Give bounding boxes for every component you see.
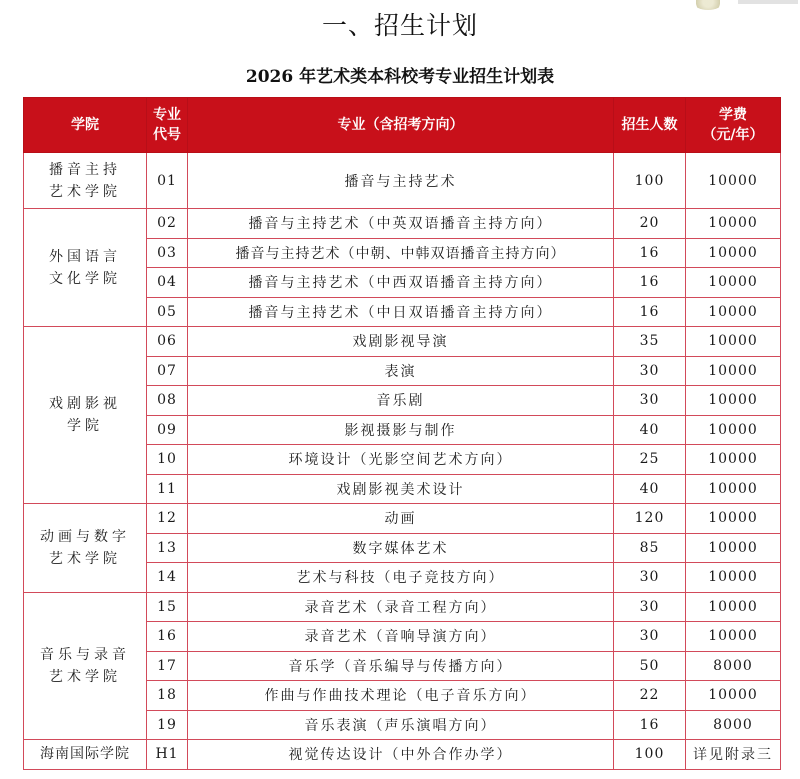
quota-cell: 100 bbox=[614, 740, 686, 770]
major-cell: 播音与主持艺术 bbox=[188, 153, 614, 209]
table-row bbox=[24, 153, 781, 209]
quota-cell: 40 bbox=[614, 415, 686, 445]
code-cell: 19 bbox=[147, 710, 188, 740]
major-cell: 录音艺术（音响导演方向） bbox=[188, 622, 614, 652]
quota-cell: 22 bbox=[614, 681, 686, 711]
code-cell: 18 bbox=[147, 681, 188, 711]
fee-cell: 10000 bbox=[686, 209, 781, 239]
fee-cell: 10000 bbox=[686, 592, 781, 622]
fee-cell: 10000 bbox=[686, 681, 781, 711]
code-cell: 16 bbox=[147, 622, 188, 652]
college-cell: 播音主持 艺术学院 bbox=[24, 153, 147, 209]
quota-cell: 40 bbox=[614, 474, 686, 504]
table-row bbox=[24, 327, 781, 357]
fee-cell: 10000 bbox=[686, 153, 781, 209]
major-cell: 音乐剧 bbox=[188, 386, 614, 416]
table-row bbox=[24, 209, 781, 239]
major-cell: 作曲与作曲技术理论（电子音乐方向） bbox=[188, 681, 614, 711]
enrollment-plan-table bbox=[23, 97, 781, 770]
college-cell: 动画与数字 艺术学院 bbox=[24, 504, 147, 593]
fee-cell: 10000 bbox=[686, 268, 781, 298]
header-major: 专业（含招考方向） bbox=[188, 98, 614, 153]
table-header-row bbox=[24, 98, 781, 153]
major-cell: 音乐表演（声乐演唱方向） bbox=[188, 710, 614, 740]
header-fee: 学费 （元/年） bbox=[686, 98, 781, 153]
university-logo-text bbox=[738, 0, 798, 4]
quota-cell: 16 bbox=[614, 710, 686, 740]
table-row bbox=[24, 592, 781, 622]
major-cell: 数字媒体艺术 bbox=[188, 533, 614, 563]
major-cell: 环境设计（光影空间艺术方向） bbox=[188, 445, 614, 475]
code-cell: H1 bbox=[147, 740, 188, 770]
quota-cell: 120 bbox=[614, 504, 686, 534]
major-cell: 表演 bbox=[188, 356, 614, 386]
code-cell: 06 bbox=[147, 327, 188, 357]
fee-cell: 10000 bbox=[686, 356, 781, 386]
quota-cell: 35 bbox=[614, 327, 686, 357]
fee-cell: 10000 bbox=[686, 327, 781, 357]
fee-cell: 8000 bbox=[686, 710, 781, 740]
college-cell: 戏剧影视 学院 bbox=[24, 327, 147, 504]
major-cell: 艺术与科技（电子竞技方向） bbox=[188, 563, 614, 593]
major-cell: 播音与主持艺术（中英双语播音主持方向） bbox=[188, 209, 614, 239]
quota-cell: 30 bbox=[614, 622, 686, 652]
fee-cell: 10000 bbox=[686, 504, 781, 534]
fee-cell: 10000 bbox=[686, 622, 781, 652]
code-cell: 07 bbox=[147, 356, 188, 386]
fee-cell: 10000 bbox=[686, 445, 781, 475]
header-quota: 招生人数 bbox=[614, 98, 686, 153]
quota-cell: 25 bbox=[614, 445, 686, 475]
fee-cell: 10000 bbox=[686, 386, 781, 416]
code-cell: 02 bbox=[147, 209, 188, 239]
quota-cell: 30 bbox=[614, 386, 686, 416]
code-cell: 08 bbox=[147, 386, 188, 416]
major-cell: 录音艺术（录音工程方向） bbox=[188, 592, 614, 622]
header-code: 专业 代号 bbox=[147, 98, 188, 153]
table-title: 2026 年艺术类本科校考专业招生计划表 bbox=[245, 67, 555, 87]
major-cell: 播音与主持艺术（中日双语播音主持方向） bbox=[188, 297, 614, 327]
fee-cell: 10000 bbox=[686, 238, 781, 268]
quota-cell: 30 bbox=[614, 356, 686, 386]
college-cell: 海南国际学院 bbox=[24, 740, 147, 770]
college-cell: 音乐与录音 艺术学院 bbox=[24, 592, 147, 740]
quota-cell: 16 bbox=[614, 238, 686, 268]
code-cell: 10 bbox=[147, 445, 188, 475]
code-cell: 11 bbox=[147, 474, 188, 504]
major-cell: 视觉传达设计（中外合作办学） bbox=[188, 740, 614, 770]
quota-cell: 30 bbox=[614, 563, 686, 593]
quota-cell: 20 bbox=[614, 209, 686, 239]
major-cell: 播音与主持艺术（中朝、中韩双语播音主持方向） bbox=[188, 238, 614, 268]
code-cell: 09 bbox=[147, 415, 188, 445]
table-row bbox=[24, 504, 781, 534]
fee-cell: 10000 bbox=[686, 297, 781, 327]
code-cell: 17 bbox=[147, 651, 188, 681]
section-title: 一、招生计划 bbox=[321, 11, 478, 40]
quota-cell: 16 bbox=[614, 297, 686, 327]
major-cell: 动画 bbox=[188, 504, 614, 534]
code-cell: 04 bbox=[147, 268, 188, 298]
quota-cell: 50 bbox=[614, 651, 686, 681]
fee-cell: 10000 bbox=[686, 415, 781, 445]
college-cell: 外国语言 文化学院 bbox=[24, 209, 147, 327]
table-row bbox=[24, 740, 781, 770]
fee-cell: 详见附录三 bbox=[686, 740, 781, 770]
major-cell: 戏剧影视美术设计 bbox=[188, 474, 614, 504]
quota-cell: 16 bbox=[614, 268, 686, 298]
code-cell: 03 bbox=[147, 238, 188, 268]
major-cell: 戏剧影视导演 bbox=[188, 327, 614, 357]
quota-cell: 100 bbox=[614, 153, 686, 209]
major-cell: 影视摄影与制作 bbox=[188, 415, 614, 445]
fee-cell: 10000 bbox=[686, 474, 781, 504]
quota-cell: 30 bbox=[614, 592, 686, 622]
major-cell: 播音与主持艺术（中西双语播音主持方向） bbox=[188, 268, 614, 298]
code-cell: 14 bbox=[147, 563, 188, 593]
quota-cell: 85 bbox=[614, 533, 686, 563]
code-cell: 05 bbox=[147, 297, 188, 327]
fee-cell: 10000 bbox=[686, 563, 781, 593]
code-cell: 13 bbox=[147, 533, 188, 563]
fee-cell: 8000 bbox=[686, 651, 781, 681]
code-cell: 01 bbox=[147, 153, 188, 209]
code-cell: 12 bbox=[147, 504, 188, 534]
code-cell: 15 bbox=[147, 592, 188, 622]
fee-cell: 10000 bbox=[686, 533, 781, 563]
major-cell: 音乐学（音乐编导与传播方向） bbox=[188, 651, 614, 681]
header-college: 学院 bbox=[24, 98, 147, 153]
